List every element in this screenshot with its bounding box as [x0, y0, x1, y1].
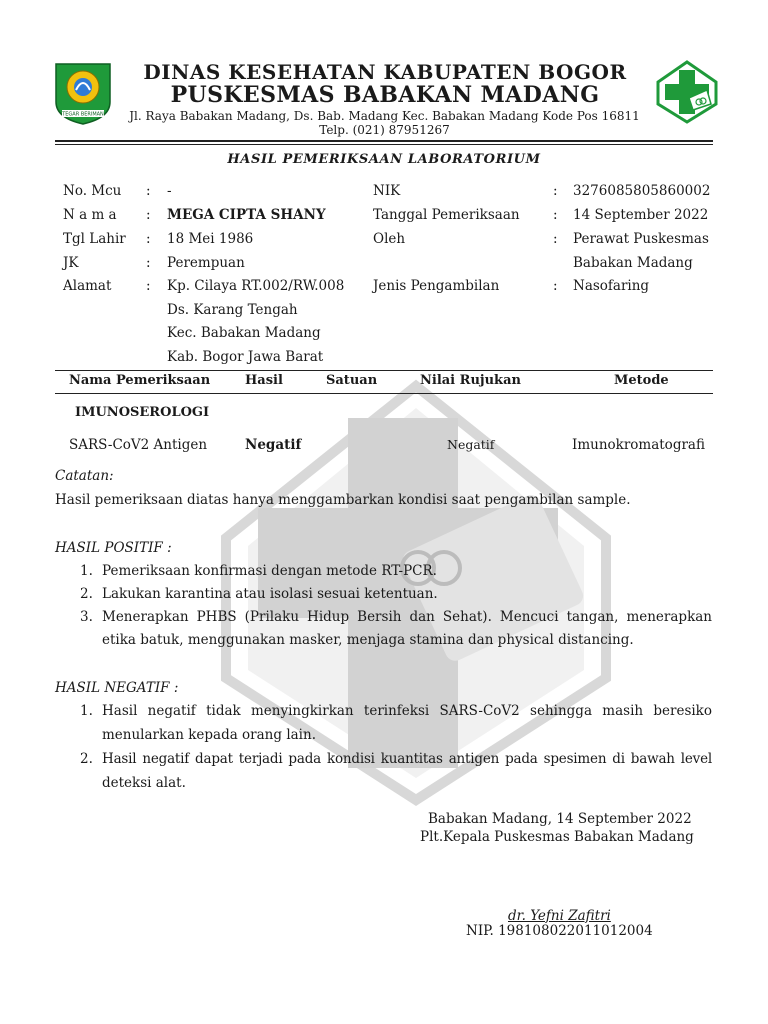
negative-num-1: 1. [80, 703, 93, 719]
result-test-name: SARS-CoV2 Antigen [69, 437, 208, 453]
positive-item-1: Pemeriksaan konfirmasi dengan metode RT-PCR. [102, 563, 437, 579]
result-value: Negatif [245, 437, 302, 453]
col-satuan: Satuan [326, 373, 378, 388]
value-tgl-lahir: 18 Mei 1986 [167, 231, 254, 247]
label-tgl-lahir: Tgl Lahir [63, 231, 126, 247]
label-tanggal-pemeriksaan: Tanggal Pemeriksaan [373, 207, 520, 223]
positive-item-2: Lakukan karantina atau isolasi sesuai ketentuan. [102, 586, 438, 602]
value-alamat-kec: Kec. Babakan Madang [167, 325, 321, 341]
label-jk: JK [63, 255, 79, 271]
colon: : [146, 231, 151, 247]
value-alamat-desa: Ds. Karang Tengah [167, 302, 298, 318]
value-oleh: Perawat Puskesmas [573, 231, 709, 247]
negative-item-1-line1: Hasil negatif tidak menyingkirkan terinfeksi SARS-CoV2 sehingga masih beresiko [102, 703, 712, 719]
facility-phone: Telp. (021) 87951267 [319, 123, 450, 137]
value-tanggal-pemeriksaan: 14 September 2022 [573, 207, 709, 223]
positive-num-2: 2. [80, 586, 93, 602]
section-imunoserologi: IMUNOSEROLOGI [75, 405, 210, 420]
colon: : [146, 207, 151, 223]
result-reference: Negatif [447, 437, 495, 452]
negative-num-2: 2. [80, 751, 93, 767]
agency-name: DINAS KESEHATAN KABUPATEN BOGOR [143, 60, 627, 84]
facility-name: PUSKESMAS BABAKAN MADANG [170, 82, 600, 108]
colon: : [553, 231, 558, 247]
value-alamat: Kp. Cilaya RT.002/RW.008 [167, 278, 345, 294]
notes-label: Catatan: [55, 468, 114, 484]
label-oleh: Oleh [373, 231, 406, 247]
signature-position: Plt.Kepala Puskesmas Babakan Madang [420, 829, 694, 845]
colon: : [146, 255, 151, 271]
value-oleh-cont: Babakan Madang [573, 255, 693, 271]
colon: : [553, 207, 558, 223]
header-divider [55, 140, 713, 142]
positive-item-3-line1: Menerapkan PHBS (Prilaku Hidup Bersih dan Sehat). Mencuci tangan, menerapkan [102, 609, 712, 625]
facility-address: Jl. Raya Babakan Madang, Ds. Bab. Madang Kec. Babakan Madang Kode Pos 16811 [129, 109, 640, 123]
colon: : [553, 183, 558, 199]
signature-place-date: Babakan Madang, 14 September 2022 [428, 811, 692, 827]
negative-item-2-line1: Hasil negatif dapat terjadi pada kondisi kuantitas antigen pada spesimen di bawah level [102, 751, 712, 767]
bogor-regency-logo-icon [52, 60, 114, 126]
value-nama: MEGA CIPTA SHANY [167, 207, 326, 223]
col-nilai-rujukan: Nilai Rujukan [420, 373, 521, 388]
label-nik: NIK [373, 183, 401, 199]
signature-name: dr. Yefni Zafitri [508, 908, 611, 924]
positive-label: HASIL POSITIF : [55, 540, 172, 556]
result-method: Imunokromatografi [572, 437, 705, 453]
header-divider-thin [55, 144, 713, 145]
colon: : [553, 278, 558, 294]
value-no-mcu: - [167, 183, 172, 199]
notes-text: Hasil pemeriksaan diatas hanya menggambarkan kondisi saat pengambilan sample. [55, 492, 631, 508]
value-alamat-kab: Kab. Bogor Jawa Barat [167, 349, 324, 365]
negative-item-2-line2: deteksi alat. [102, 775, 186, 791]
label-jenis-pengambilan: Jenis Pengambilan [373, 278, 500, 294]
col-metode: Metode [614, 373, 669, 388]
positive-item-3-line2: etika batuk, menggunakan masker, menjaga stamina dan physical distancing. [102, 632, 634, 648]
svg-text:TEGAR BERIMAN: TEGAR BERIMAN [62, 111, 104, 118]
colon: : [146, 183, 151, 199]
col-nama-pemeriksaan: Nama Pemeriksaan [69, 373, 211, 388]
table-header-border [55, 393, 713, 394]
table-top-border [55, 370, 713, 371]
label-no-mcu: No. Mcu [63, 183, 122, 199]
negative-item-1-line2: menularkan kepada orang lain. [102, 727, 316, 743]
positive-num-3: 3. [80, 609, 93, 625]
value-nik: 3276085805860002 [573, 183, 711, 199]
label-alamat: Alamat [63, 278, 112, 294]
colon: : [146, 278, 151, 294]
document-title: HASIL PEMERIKSAAN LABORATORIUM [227, 152, 541, 167]
value-jenis-pengambilan: Nasofaring [573, 278, 650, 294]
positive-num-1: 1. [80, 563, 93, 579]
negative-label: HASIL NEGATIF : [55, 680, 179, 696]
signature-nip: NIP. 198108022011012004 [466, 923, 653, 939]
label-nama: N a m a [63, 207, 117, 223]
col-hasil: Hasil [245, 373, 283, 388]
puskesmas-logo-icon [655, 60, 719, 124]
value-jk: Perempuan [167, 255, 245, 271]
